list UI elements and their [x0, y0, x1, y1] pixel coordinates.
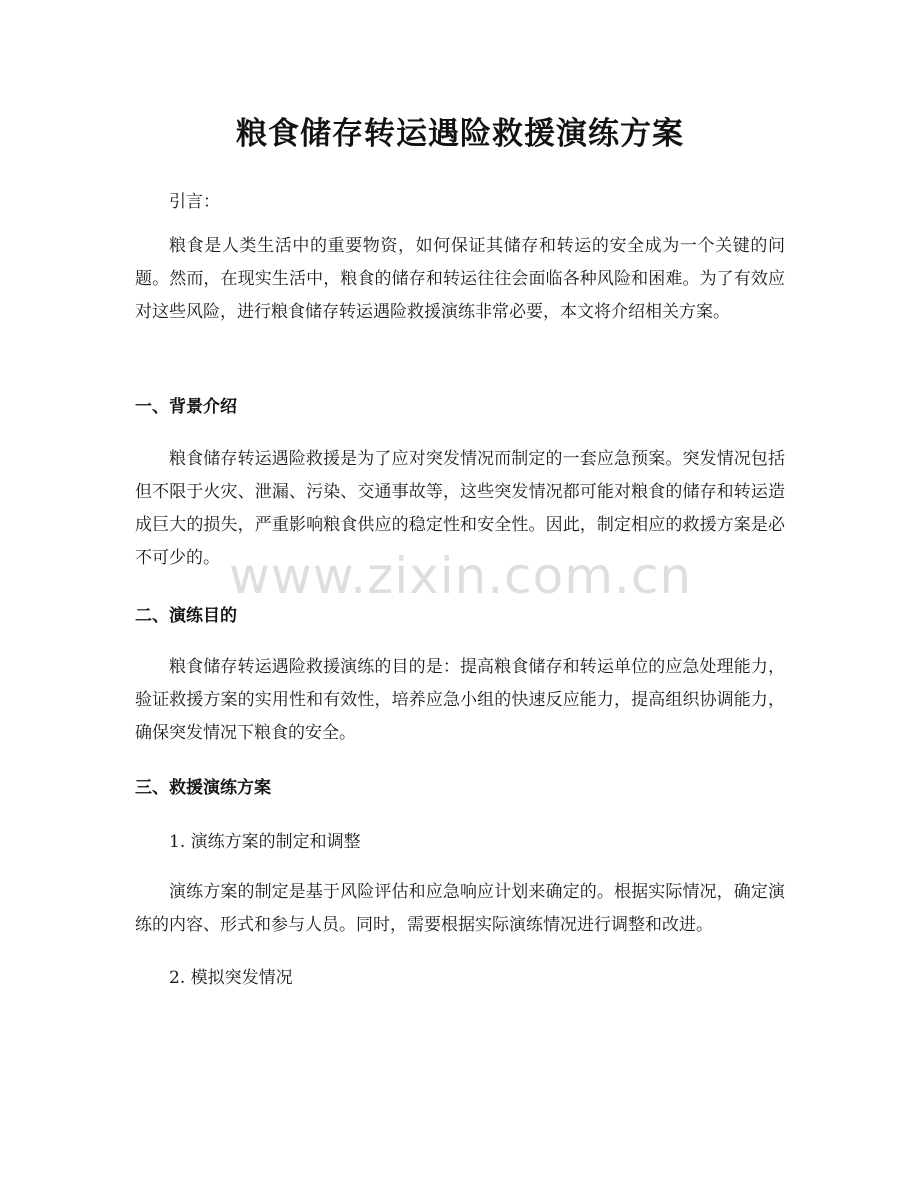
section-heading-plan: 三、救援演练方案 — [135, 778, 271, 798]
document-title: 粮食储存转运遇险救援演练方案 — [236, 116, 684, 152]
watermark: www.zixin.com.cn — [229, 547, 693, 605]
section-heading-background: 一、背景介绍 — [135, 397, 237, 417]
section-heading-purpose: 二、演练目的 — [135, 606, 237, 626]
subsection-title-1: 1. 演练方案的制定和调整 — [169, 832, 361, 852]
subsection-title-2: 2. 模拟突发情况 — [169, 968, 293, 988]
intro-label: 引言： — [169, 192, 220, 212]
purpose-paragraph: 粮食储存转运遇险救援演练的目的是：提高粮食储存和转运单位的应急处理能力，验证救援方案的实用性和有效性，培养应急小组的快速反应能力，提高组织协调能力，确保突发情况下粮食的安全。 — [135, 657, 785, 743]
intro-paragraph: 粮食是人类生活中的重要物资，如何保证其储存和转运的安全成为一个关键的问题。然而，在现实生活中，粮食的储存和转运往往会面临各种风险和困难。为了有效应对这些风险，进行粮食储存转运遇险救援演练非常必要，本文将介绍相关方案。 — [135, 236, 785, 322]
subsection-paragraph-1: 演练方案的制定是基于风险评估和应急响应计划来确定的。根据实际情况，确定演练的内容、形式和参与人员。同时，需要根据实际演练情况进行调整和改进。 — [135, 882, 785, 935]
background-paragraph: 粮食储存转运遇险救援是为了应对突发情况而制定的一套应急预案。突发情况包括但不限于火灾、泄漏、污染、交通事故等，这些突发情况都可能对粮食的储存和转运造成巨大的损失，严重影响粮食供应的稳定性和安全性。因此，制定相应的救援方案是必不可少的。 — [135, 449, 785, 568]
